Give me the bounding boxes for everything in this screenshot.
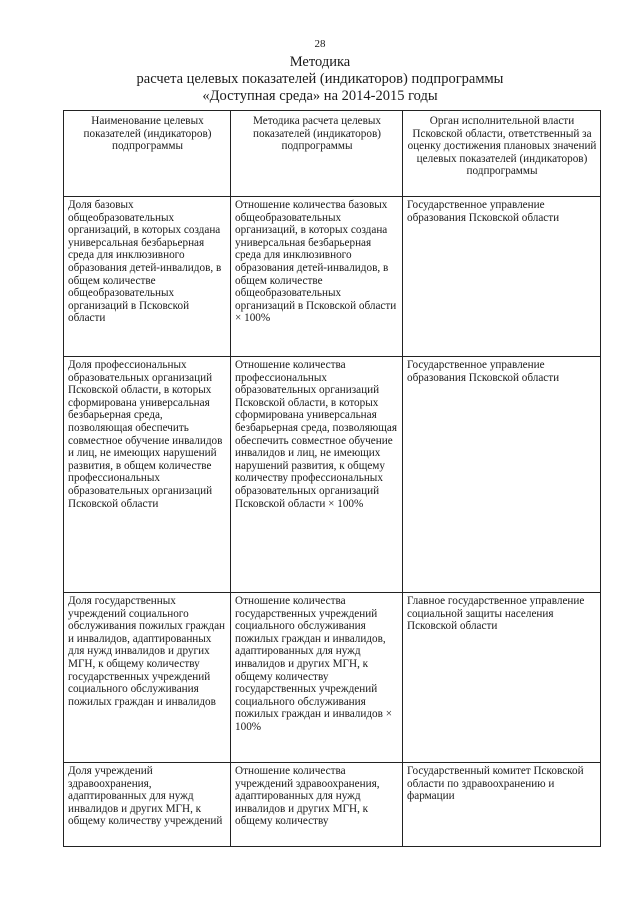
header-responsible-authority: Орган исполнительной власти Псковской области, ответственный за оценку достижения плановых значений целевых показателей (индикаторов) подпрограммы	[403, 111, 601, 197]
title-line-3: «Доступная среда» на 2014-2015 годы	[202, 88, 438, 104]
title-line-1: Методика	[289, 54, 351, 70]
header-calculation-method: Методика расчета целевых показателей (индикаторов) подпрограммы	[231, 111, 403, 197]
responsible-authority-cell: Государственное управление образования Псковской области	[403, 357, 601, 593]
indicators-table	[63, 110, 601, 847]
calculation-method-cell: Отношение количества государственных учреждений социального обслуживания пожилых граждан и инвалидов, адаптированных для нужд инвалидов и других МГН, к общему количеству государственных учреждений социального обслуживания пожилых граждан и инвалидов × 100%	[231, 593, 403, 763]
indicator-name-cell: Доля учреждений здравоохранения, адаптированных для нужд инвалидов и других МГН, к общему количеству учреждений	[64, 763, 231, 847]
calculation-method-cell: Отношение количества профессиональных образовательных организаций Псковской области, в которых сформирована универсальная безбарьерная среда, позволяющая обеспечить совместное обучение инвалидов и лиц, не имеющих нарушений развития, к общему количеству профессиональных образовательных организаций Псковской области × 100%	[231, 357, 403, 593]
title-line-2: расчета целевых показателей (индикаторов) подпрограммы	[136, 71, 504, 87]
indicator-name-cell: Доля государственных учреждений социального обслуживания пожилых граждан и инвалидов, адаптированных для нужд инвалидов и других МГН, к общему количеству государственных учреждений социального обслуживания пожилых граждан и инвалидов	[64, 593, 231, 763]
table-row	[64, 197, 601, 357]
table-row	[64, 763, 601, 847]
responsible-authority-cell: Главное государственное управление социальной защиты населения Псковской области	[403, 593, 601, 763]
table-row	[64, 357, 601, 593]
page-number: 28	[314, 38, 326, 50]
table-row	[64, 593, 601, 763]
calculation-method-cell: Отношение количества базовых общеобразовательных организаций, в которых создана универсальная безбарьерная среда для инклюзивного образования детей-инвалидов, в общем количестве общеобразовательных организаций в Псковской области × 100%	[231, 197, 403, 357]
responsible-authority-cell: Государственный комитет Псковской области по здравоохранению и фармации	[403, 763, 601, 847]
responsible-authority-cell: Государственное управление образования Псковской области	[403, 197, 601, 357]
header-indicator-name: Наименование целевых показателей (индикаторов) подпрограммы	[64, 111, 231, 197]
indicator-name-cell: Доля базовых общеобразовательных организаций, в которых создана универсальная безбарьерная среда для инклюзивного образования детей-инвалидов, в общем количестве общеобразовательных организаций в Псковской области	[64, 197, 231, 357]
document-title	[0, 54, 640, 105]
indicator-name-cell: Доля профессиональных образовательных организаций Псковской области, в которых сформирована универсальная безбарьерная среда, позволяющая обеспечить совместное обучение инвалидов и лиц, не имеющих нарушений развития, в общем количестве профессиональных образовательных организаций Псковской области	[64, 357, 231, 593]
table-header-row	[64, 111, 601, 197]
calculation-method-cell: Отношение количества учреждений здравоохранения, адаптированных для нужд инвалидов и других МГН, к общему количеству	[231, 763, 403, 847]
